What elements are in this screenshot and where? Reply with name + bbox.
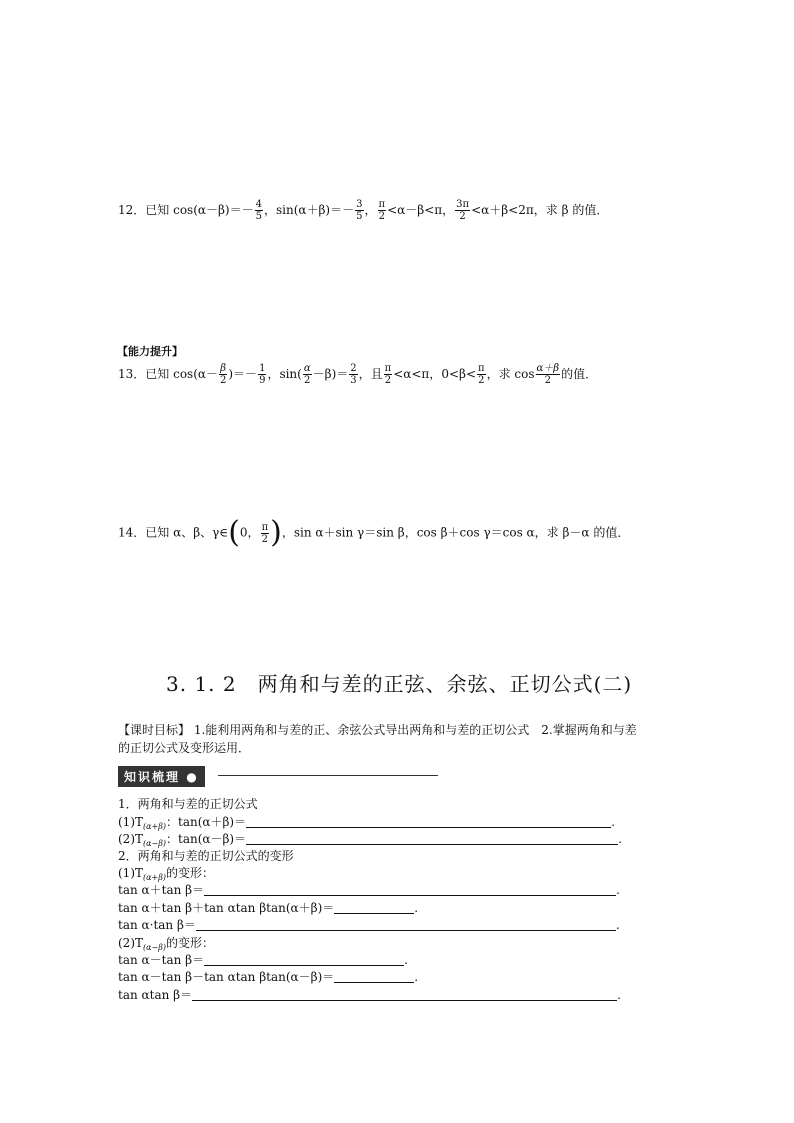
answer-blank[interactable] (192, 988, 617, 1001)
formula-6: tan αtan β＝ . (118, 988, 621, 1002)
item-1b: $(2)T_{(\alpha-\beta)}$：tan(α－β)＝ . (118, 832, 622, 848)
item-1-heading: 1．两角和与差的正切公式 (118, 797, 258, 811)
answer-blank[interactable] (246, 815, 611, 828)
formula-1: tan α＋tan β＝ . (118, 883, 620, 897)
problem-number: 14． (118, 525, 146, 540)
formula-2: tan α＋tan β＋tan αtan βtan(α＋β)＝ . (118, 901, 419, 915)
problem-14: 14．已知 α、β、γ∈(0， $\frac{\pi}{2}$ )，sin α＋sin γ＝sin β，cos β＋cos γ＝cos α，求 β－α 的值． (118, 515, 630, 550)
knowledge-header-label: 知识梳理 ● (118, 766, 205, 787)
header-rule (218, 775, 438, 776)
ability-section-label: 【能力提升】 (117, 345, 183, 358)
answer-blank[interactable] (196, 918, 616, 931)
lesson-goals-line-1: 【课时目标】 1.能利用两角和与差的正、余弦公式导出两角和与差的正切公式 2.掌握两角和与差 (118, 723, 637, 737)
fraction: $\frac{3\pi}{2}$ (456, 199, 470, 222)
answer-blank[interactable] (334, 901, 414, 914)
item-1a: $(1)T_{(\alpha+\beta)}$：tan(α＋β)＝ . (118, 815, 615, 831)
item-2a: $(1)T_{(\alpha+\beta)}$的变形： (118, 866, 215, 882)
item-2-heading: 2．两角和与差的正切公式的变形 (118, 849, 294, 863)
lesson-goals-line-2: 的正切公式及变形运用． (118, 741, 251, 755)
dot-icon: ● (186, 770, 199, 784)
fraction: $\frac{4}{5}$ (255, 199, 262, 222)
fraction: $\frac{3}{5}$ (356, 199, 363, 222)
section-title: 3. 1. 2 两角和与差的正弦、余弦、正切公式(二) (166, 672, 633, 696)
problem-13: 13．已知 cos(α－ $\frac{\beta}{2}$ )＝－ $\frac{1}{9}$ ，sin( $\frac{\alpha}{2}$ －β)＝ $\frac{2}{3}$ ，且 $\frac{\pi}{2}$ <α<π，0<β< $\frac{\pi}{2}$ ，求 cos $\frac{\alpha+\beta}{2}$ 的值． (118, 363, 598, 386)
formula-5: tan α－tan β－tan αtan βtan(α－β)＝ . (118, 970, 419, 984)
answer-blank[interactable] (334, 970, 414, 983)
formula-4: tan α－tan β＝ . (118, 953, 408, 967)
problem-number: 13． (118, 367, 146, 381)
problem-12: 12．已知 cos(α－β)＝－ $\frac{4}{5}$ ，sin(α＋β)＝－ $\frac{3}{5}$ ， $\frac{\pi}{2}$ <α－β<π， $\frac{3\pi}{2}$ <α＋β<2π，求 β 的值． (118, 199, 609, 222)
answer-blank[interactable] (246, 832, 618, 845)
item-2b: $(2)T_{(\alpha-\beta)}$的变形： (118, 936, 215, 952)
knowledge-header (118, 766, 438, 786)
problem-number: 12． (118, 203, 146, 217)
answer-blank[interactable] (204, 883, 616, 896)
fraction: $\frac{\pi}{2}$ (378, 199, 386, 222)
formula-3: tan α·tan β＝ . (118, 918, 620, 932)
answer-blank[interactable] (204, 953, 404, 966)
